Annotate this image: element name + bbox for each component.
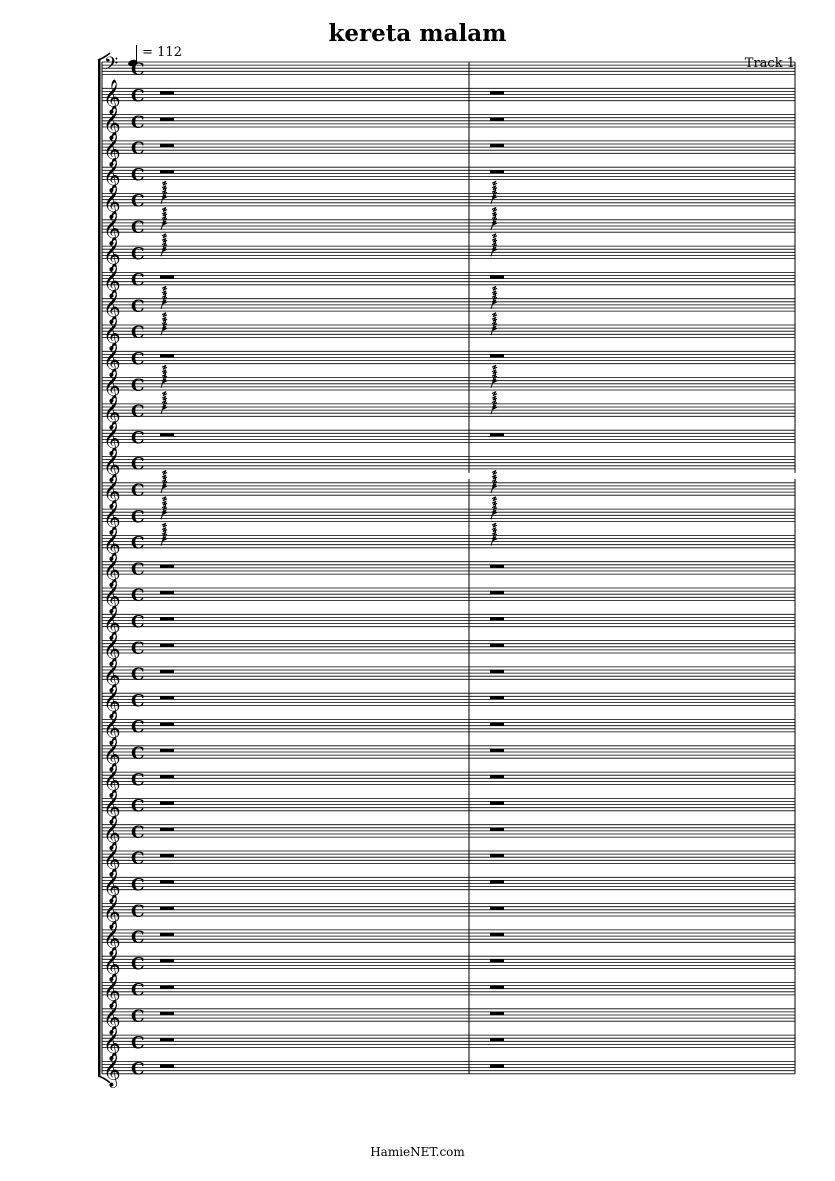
treble-clef-icon: 𝄞 (103, 500, 121, 536)
whole-rest-icon (160, 1038, 174, 1041)
treble-clef-icon: 𝄞 (103, 789, 121, 825)
sixteenth-rest-icon (492, 234, 497, 238)
treble-clef-icon: 𝄞 (103, 763, 121, 799)
time-signature: C (131, 928, 145, 949)
whole-rest-icon (490, 854, 504, 857)
treble-clef-icon: 𝄞 (103, 710, 121, 746)
whole-rest-icon (160, 907, 174, 910)
whole-rest-icon (160, 170, 174, 173)
sixteenth-rest-icon (162, 370, 167, 374)
whole-rest-icon (490, 801, 504, 804)
sixteenth-rest-icon (162, 528, 167, 532)
time-signature: C (131, 638, 145, 659)
sixteenth-rest-icon (162, 181, 167, 185)
treble-clef-icon: 𝄞 (103, 526, 121, 562)
treble-clef-icon: 𝄞 (103, 237, 121, 273)
whole-rest-icon (160, 775, 174, 778)
whole-rest-icon (160, 275, 174, 278)
time-signature: C (131, 796, 145, 817)
time-signature: C (131, 586, 145, 607)
sixteenth-rest-icon (492, 365, 497, 369)
bass-clef-icon: 𝄢 (104, 54, 119, 79)
sixteenth-rest-icon (162, 234, 167, 238)
sixteenth-rest-icon (162, 317, 167, 321)
treble-clef-icon: 𝄞 (103, 684, 121, 720)
time-signature: C (131, 822, 145, 843)
sixteenth-rest-icon (162, 396, 167, 400)
treble-clef-icon: 𝄞 (103, 947, 121, 983)
treble-clef-icon: 𝄞 (103, 605, 121, 641)
whole-rest-icon (490, 775, 504, 778)
sixteenth-rest-icon (162, 523, 167, 527)
whole-rest-icon (490, 433, 504, 436)
treble-clef-icon: 𝄞 (103, 736, 121, 772)
sixteenth-rest-icon (162, 186, 167, 190)
time-signature: C (131, 323, 145, 344)
treble-clef-icon: 𝄞 (103, 421, 121, 457)
sixteenth-rest-icon (492, 471, 497, 475)
sixteenth-rest-icon (492, 523, 497, 527)
treble-clef-icon: 𝄞 (103, 316, 121, 351)
sixteenth-rest-icon (162, 471, 167, 475)
whole-rest-icon (490, 670, 504, 673)
treble-clef-icon: 𝄞 (103, 999, 121, 1035)
time-signature: C (131, 165, 145, 186)
time-signature: C (131, 1007, 145, 1027)
whole-rest-icon (160, 591, 174, 594)
treble-clef-icon: 𝄞 (103, 184, 121, 220)
whole-rest-icon (160, 565, 174, 568)
whole-rest-icon (490, 1064, 504, 1067)
track-label: Track 1 (744, 56, 795, 71)
sixteenth-rest-icon (492, 181, 497, 185)
sixteenth-rest-icon (492, 238, 497, 242)
whole-rest-icon (160, 1064, 174, 1067)
treble-clef-icon: 𝄞 (103, 394, 121, 430)
sixteenth-rest-icon (492, 501, 497, 505)
time-signature: C (131, 717, 145, 738)
sixteenth-rest-icon (162, 313, 167, 317)
whole-rest-icon (160, 933, 174, 936)
whole-rest-icon (490, 91, 504, 94)
time-signature: C (131, 481, 145, 501)
time-signature: C (131, 270, 145, 291)
whole-rest-icon (160, 1012, 174, 1015)
sixteenth-rest-icon (492, 212, 497, 216)
time-signature: C (131, 139, 145, 160)
tempo-value: = 112 (142, 45, 182, 60)
sixteenth-rest-icon (492, 208, 497, 212)
treble-clef-icon: 𝄞 (103, 815, 121, 851)
treble-clef-icon: 𝄞 (103, 473, 121, 509)
whole-rest-icon (490, 565, 504, 568)
time-signature: C (131, 428, 145, 449)
whole-rest-icon (160, 985, 174, 988)
whole-rest-icon (160, 959, 174, 962)
sixteenth-rest-icon (492, 370, 497, 374)
treble-clef-icon: 𝄞 (103, 210, 121, 246)
sixteenth-rest-icon (492, 317, 497, 321)
whole-rest-icon (490, 591, 504, 594)
treble-clef-icon: 𝄞 (103, 894, 121, 930)
sixteenth-rest-icon (162, 501, 167, 505)
time-signature: C (131, 691, 145, 712)
time-signature: C (131, 954, 145, 975)
treble-clef-icon: 𝄞 (103, 158, 121, 194)
time-signature: C (131, 744, 145, 764)
sixteenth-rest-icon (162, 286, 167, 290)
sixteenth-rest-icon (162, 475, 167, 479)
whole-rest-icon (490, 907, 504, 910)
sixteenth-rest-icon (492, 528, 497, 532)
time-signature: C (131, 612, 145, 633)
time-signature: C (131, 296, 145, 317)
whole-rest-icon (160, 670, 174, 673)
treble-clef-icon: 𝄞 (103, 368, 121, 404)
whole-rest-icon (490, 749, 504, 752)
time-signature: C (131, 218, 145, 238)
sixteenth-rest-icon (162, 208, 167, 212)
whole-rest-icon (490, 617, 504, 620)
treble-clef-icon: 𝄞 (103, 973, 121, 1009)
whole-rest-icon (490, 933, 504, 936)
whole-rest-icon (160, 722, 174, 725)
whole-rest-icon (490, 828, 504, 831)
time-signature: C (131, 375, 145, 396)
sixteenth-rest-icon (162, 392, 167, 396)
treble-clef-icon: 𝄞 (103, 920, 121, 956)
time-signature: C (131, 533, 145, 554)
treble-clef-icon: 𝄞 (103, 105, 121, 141)
whole-rest-icon (160, 801, 174, 804)
whole-rest-icon (490, 1012, 504, 1015)
time-signature: C (131, 1059, 145, 1080)
whole-rest-icon (490, 275, 504, 278)
time-signature: C (131, 559, 145, 580)
time-signature: C (131, 112, 145, 133)
whole-rest-icon (160, 749, 174, 752)
whole-rest-icon (490, 644, 504, 647)
treble-clef-icon: 𝄞 (103, 842, 121, 877)
time-signature: C (131, 770, 145, 791)
whole-rest-icon (490, 1038, 504, 1041)
whole-rest-icon (490, 959, 504, 962)
sixteenth-rest-icon (492, 497, 497, 501)
treble-clef-icon: 𝄞 (103, 552, 121, 588)
whole-rest-icon (160, 644, 174, 647)
sixteenth-rest-icon (492, 475, 497, 479)
treble-clef-icon: 𝄞 (103, 1052, 121, 1088)
whole-rest-icon (490, 354, 504, 357)
whole-rest-icon (160, 144, 174, 147)
treble-clef-icon: 𝄞 (103, 447, 121, 483)
sixteenth-rest-icon (162, 238, 167, 242)
time-signature: C (131, 980, 145, 1001)
score-title: kereta malam (328, 20, 507, 47)
sixteenth-rest-icon (162, 365, 167, 369)
time-signature: C (131, 849, 145, 870)
time-signature: C (131, 901, 145, 922)
whole-rest-icon (160, 854, 174, 857)
whole-rest-icon (490, 170, 504, 173)
whole-rest-icon (160, 617, 174, 620)
treble-clef-icon: 𝄞 (103, 579, 121, 614)
time-signature: C (131, 665, 145, 686)
treble-clef-icon: 𝄞 (103, 131, 121, 167)
whole-rest-icon (490, 985, 504, 988)
whole-rest-icon (490, 696, 504, 699)
time-signature: C (131, 349, 145, 370)
whole-rest-icon (490, 144, 504, 147)
sixteenth-rest-icon (492, 286, 497, 290)
sixteenth-rest-icon (492, 313, 497, 317)
time-signature: C (131, 875, 145, 896)
sixteenth-rest-icon (162, 291, 167, 295)
treble-clef-icon: 𝄞 (103, 868, 121, 904)
treble-clef-icon: 𝄞 (103, 342, 121, 378)
treble-clef-icon: 𝄞 (103, 657, 121, 693)
sixteenth-rest-icon (162, 212, 167, 216)
time-signature: C (131, 244, 145, 265)
treble-clef-icon: 𝄞 (103, 289, 121, 325)
sixteenth-rest-icon (492, 291, 497, 295)
time-signature: C (131, 191, 145, 212)
time-signature: C (131, 454, 145, 475)
whole-rest-icon (490, 722, 504, 725)
whole-rest-icon (490, 880, 504, 883)
system-bracket (98, 60, 101, 1076)
time-signature: C (131, 86, 145, 107)
footer-credit: HamieNET.com (370, 1145, 465, 1159)
time-signature: C (131, 60, 145, 81)
treble-clef-icon: 𝄞 (103, 631, 121, 667)
treble-clef-icon: 𝄞 (103, 1026, 121, 1062)
whole-rest-icon (490, 118, 504, 121)
whole-rest-icon (160, 91, 174, 94)
time-signature: C (131, 1033, 145, 1054)
whole-rest-icon (160, 828, 174, 831)
sixteenth-rest-icon (492, 396, 497, 400)
whole-rest-icon (160, 354, 174, 357)
time-signature: C (131, 402, 145, 423)
sixteenth-rest-icon (492, 392, 497, 396)
sixteenth-rest-icon (492, 186, 497, 190)
sixteenth-rest-icon (162, 497, 167, 501)
whole-rest-icon (160, 118, 174, 121)
whole-rest-icon (160, 880, 174, 883)
whole-rest-icon (160, 433, 174, 436)
whole-rest-icon (160, 696, 174, 699)
time-signature: C (131, 507, 145, 528)
treble-clef-icon: 𝄞 (103, 263, 121, 299)
treble-clef-icon: 𝄞 (103, 79, 121, 115)
